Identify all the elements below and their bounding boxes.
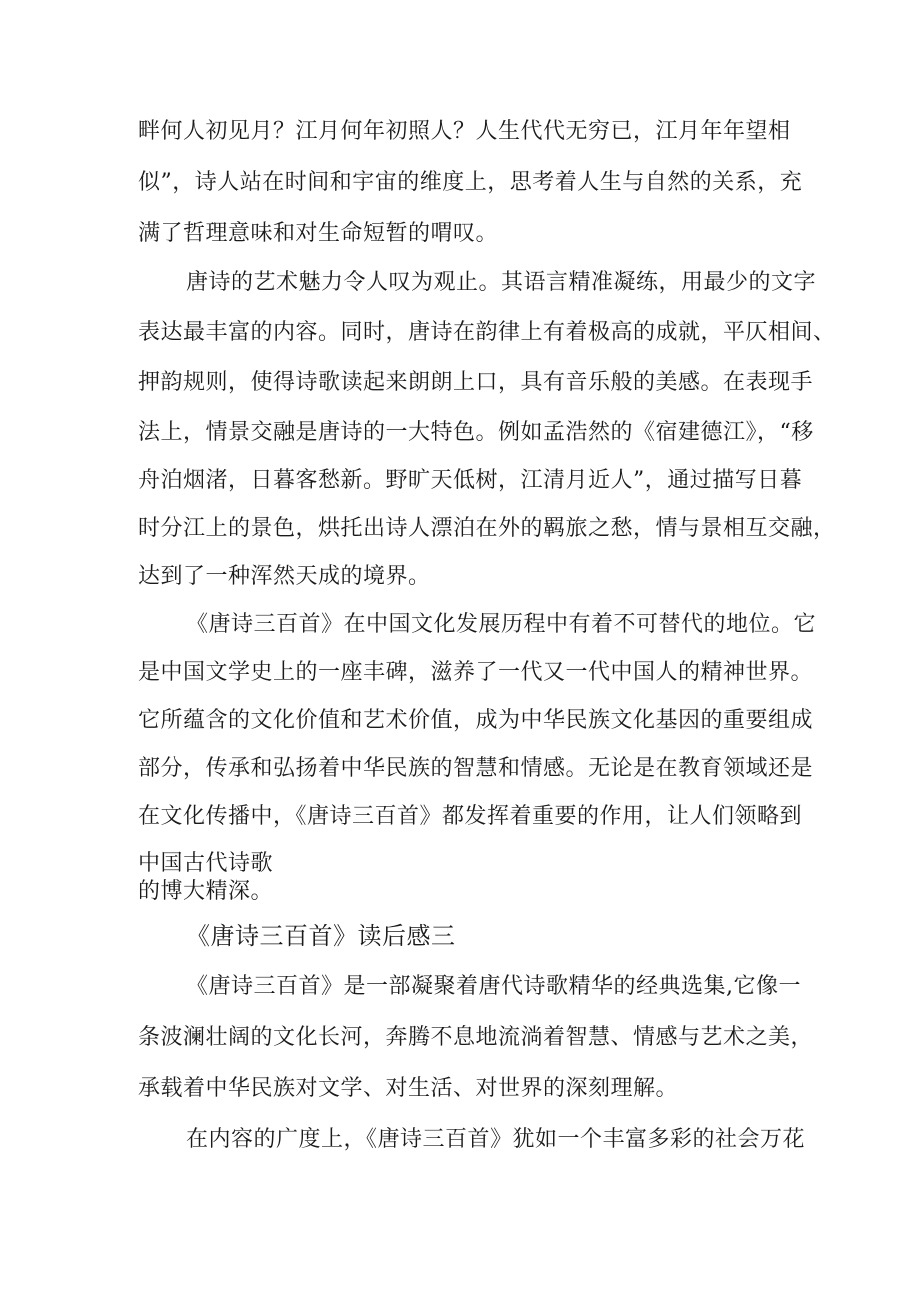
text-line: 《唐诗三百首》是一部凝聚着唐代诗歌精华的经典选集,它像一 <box>186 974 801 999</box>
text-line: 部分，传承和弘扬着中华民族的智慧和情感。无论是在教育领域还是 <box>138 756 814 781</box>
text-line: 的博大精深。 <box>138 879 274 904</box>
text-line: 法上，情景交融是唐诗的一大特色。例如孟浩然的《宿建德江》，“移 <box>138 420 814 445</box>
text-line: 条波澜壮阔的文化长河，奔腾不息地流淌着智慧、情感与艺术之美， <box>138 1025 814 1050</box>
text-line: 《唐诗三百首》在中国文化发展历程中有着不可替代的地位。它 <box>186 612 817 637</box>
text-line: 承载着中华民族对文学、对生活、对世界的深刻理解。 <box>138 1076 679 1101</box>
text-line: 似”，诗人站在时间和宇宙的维度上，思考着人生与自然的关系，充 <box>138 170 803 195</box>
text-line: 中国古代诗歌 <box>138 851 274 876</box>
text-line: 表达最丰富的内容。同时，唐诗在韵律上有着极高的成就，平仄相间、 <box>138 320 836 345</box>
text-line: 是中国文学史上的一座丰碑，滋养了一代又一代中国人的精神世界。 <box>138 660 814 685</box>
text-line: 押韵规则，使得诗歌读起来朗朗上口，具有音乐般的美感。在表现手 <box>138 370 814 395</box>
text-line: 在文化传播中，《唐诗三百首》都发挥着重要的作用，让人们领略到 <box>138 804 803 829</box>
text-line: 满了哲理意味和对生命短暂的喟叹。 <box>138 221 499 246</box>
text-line: 舟泊烟渚，日暮客愁新。野旷天低树，江清月近人”，通过描写日暮 <box>138 468 803 493</box>
text-line: 时分江上的景色，烘托出诗人漂泊在外的羁旅之愁，情与景相互交融， <box>138 516 836 541</box>
text-line: 唐诗的艺术魅力令人叹为观止。其语言精准凝练，用最少的文字 <box>186 270 817 295</box>
text-line: 它所蕴含的文化价值和艺术价值，成为中华民族文化基因的重要组成 <box>138 708 814 733</box>
text-line: 达到了一种浑然天成的境界。 <box>138 564 431 589</box>
section-title: 《唐诗三百首》读后感三 <box>186 922 456 950</box>
text-line: 在内容的广度上，《唐诗三百首》犹如一个丰富多彩的社会万花 <box>186 1127 806 1152</box>
text-line: 畔何人初见月？江月何年初照人？人生代代无穷已，江月年年望相 <box>138 119 791 144</box>
